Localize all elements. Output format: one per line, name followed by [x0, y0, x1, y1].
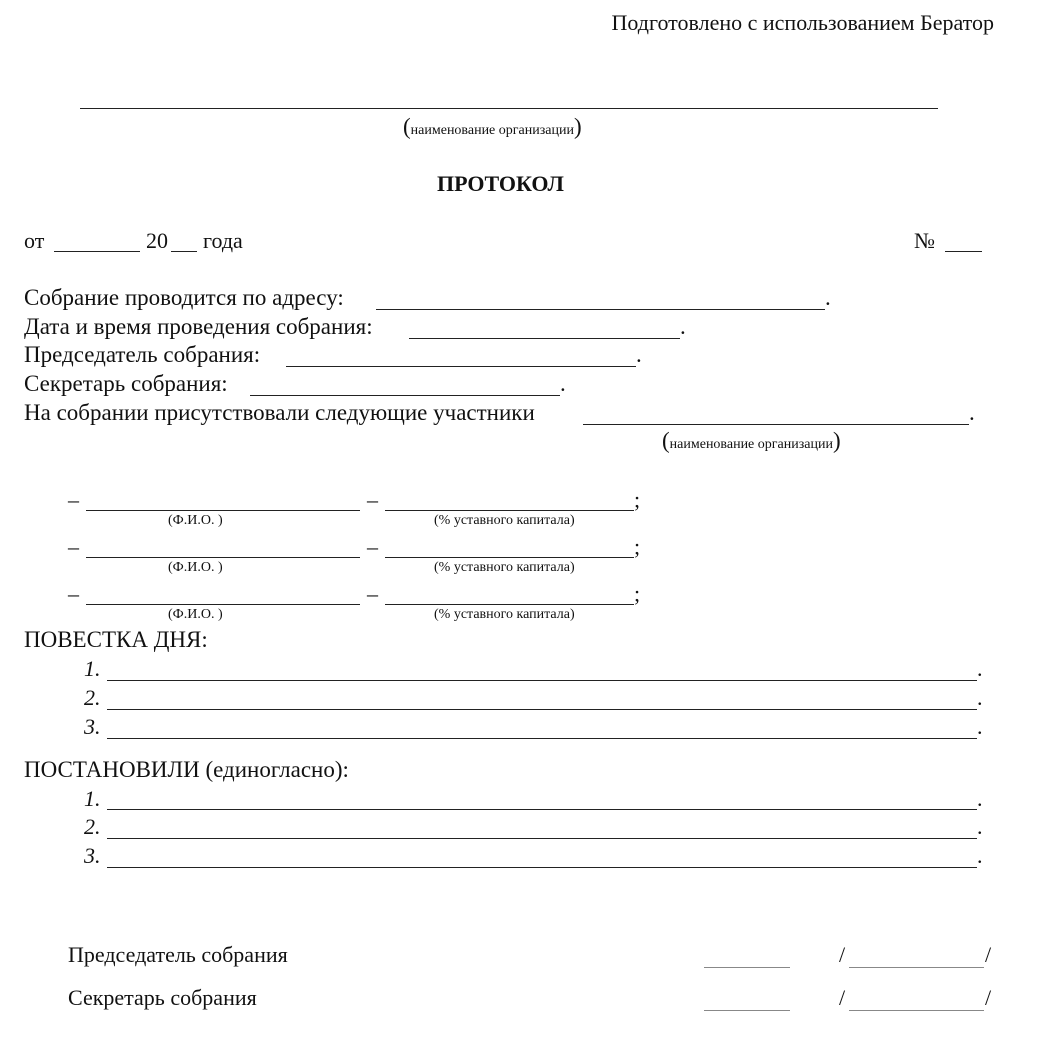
number-sign: №	[914, 228, 935, 253]
agenda-item-number: 3.	[84, 714, 101, 739]
protocol-number-line[interactable]	[945, 251, 982, 252]
signature-slash: /	[839, 985, 846, 1010]
agenda-heading: ПОВЕСТКА ДНЯ:	[24, 627, 208, 652]
participant-end: ;	[634, 487, 641, 512]
signature-slash: /	[839, 942, 846, 967]
participant-capital-line[interactable]	[385, 510, 634, 511]
resolved-item-end: .	[977, 786, 983, 811]
resolved-item-line[interactable]	[107, 809, 977, 810]
field-end-dot: .	[825, 285, 831, 310]
signature-line[interactable]	[704, 967, 790, 968]
participant-capital-line[interactable]	[385, 557, 634, 558]
participants-org-caption	[662, 428, 841, 454]
resolved-item-end: .	[977, 814, 983, 839]
signature-name-line[interactable]	[849, 1010, 984, 1011]
signature-slash: /	[985, 985, 992, 1010]
capital-caption: (% уставного капитала)	[434, 513, 575, 528]
agenda-item-end: .	[977, 656, 983, 681]
paren-open: (	[403, 114, 411, 139]
field-address-label: Собрание проводится по адресу:	[24, 285, 344, 310]
field-datetime-line[interactable]	[409, 338, 680, 339]
field-secretary-line[interactable]	[250, 395, 560, 396]
agenda-item-line[interactable]	[107, 738, 977, 739]
participant-dash: –	[68, 487, 79, 512]
resolved-item-line[interactable]	[107, 867, 977, 868]
document-title: ПРОТОКОЛ	[437, 171, 564, 196]
field-end-dot: .	[636, 342, 642, 367]
name-caption: (Ф.И.О. )	[168, 607, 223, 622]
resolved-item-number: 3.	[84, 843, 101, 868]
participant-name-line[interactable]	[86, 557, 360, 558]
resolved-item-end: .	[977, 843, 983, 868]
agenda-item-number: 2.	[84, 685, 101, 710]
agenda-item-end: .	[977, 685, 983, 710]
signature-role: Секретарь собрания	[68, 985, 257, 1010]
participant-dash: –	[367, 534, 378, 559]
field-end-dot: .	[560, 371, 566, 396]
date-day-month-line[interactable]	[54, 251, 140, 252]
agenda-item-end: .	[977, 714, 983, 739]
name-caption: (Ф.И.О. )	[168, 560, 223, 575]
paren-close: )	[573, 114, 582, 139]
field-address-line[interactable]	[376, 309, 825, 310]
signature-name-line[interactable]	[849, 967, 984, 968]
participant-name-line[interactable]	[86, 510, 360, 511]
participant-dash: –	[68, 581, 79, 606]
agenda-item-line[interactable]	[107, 709, 977, 710]
resolved-item-number: 1.	[84, 786, 101, 811]
prepared-note: Подготовлено с использованием Бератор	[611, 10, 994, 35]
year-suffix-line[interactable]	[171, 251, 197, 252]
participant-name-line[interactable]	[86, 604, 360, 605]
organization-caption-text: наименование организации	[410, 123, 574, 138]
name-caption: (Ф.И.О. )	[168, 513, 223, 528]
field-end-dot: .	[969, 400, 975, 425]
participant-dash: –	[367, 581, 378, 606]
field-chairman-label: Председатель собрания:	[24, 342, 261, 367]
agenda-item-number: 1.	[84, 656, 101, 681]
signature-line[interactable]	[704, 1010, 790, 1011]
date-from-label: от	[24, 228, 45, 253]
field-participants-line[interactable]	[583, 424, 969, 425]
year-label: года	[203, 228, 243, 253]
signature-role: Председатель собрания	[68, 942, 288, 967]
resolved-item-number: 2.	[84, 814, 101, 839]
organization-caption-text: наименование организации	[669, 437, 833, 452]
organization-caption	[403, 114, 582, 140]
resolved-item-line[interactable]	[107, 838, 977, 839]
capital-caption: (% уставного капитала)	[434, 607, 575, 622]
participant-dash: –	[367, 487, 378, 512]
field-end-dot: .	[680, 314, 686, 339]
participant-end: ;	[634, 534, 641, 559]
participant-end: ;	[634, 581, 641, 606]
participant-dash: –	[68, 534, 79, 559]
organization-name-line[interactable]	[80, 108, 938, 109]
capital-caption: (% уставного капитала)	[434, 560, 575, 575]
field-participants-label: На собрании присутствовали следующие участники	[24, 400, 535, 425]
resolved-heading: ПОСТАНОВИЛИ (единогласно):	[24, 757, 349, 782]
field-datetime-label: Дата и время проведения собрания:	[24, 314, 373, 339]
participant-capital-line[interactable]	[385, 604, 634, 605]
signature-slash: /	[985, 942, 992, 967]
year-prefix: 20	[146, 228, 168, 253]
paren-close: )	[832, 428, 841, 453]
field-chairman-line[interactable]	[286, 366, 636, 367]
field-secretary-label: Секретарь собрания:	[24, 371, 228, 396]
paren-open: (	[662, 428, 670, 453]
agenda-item-line[interactable]	[107, 680, 977, 681]
